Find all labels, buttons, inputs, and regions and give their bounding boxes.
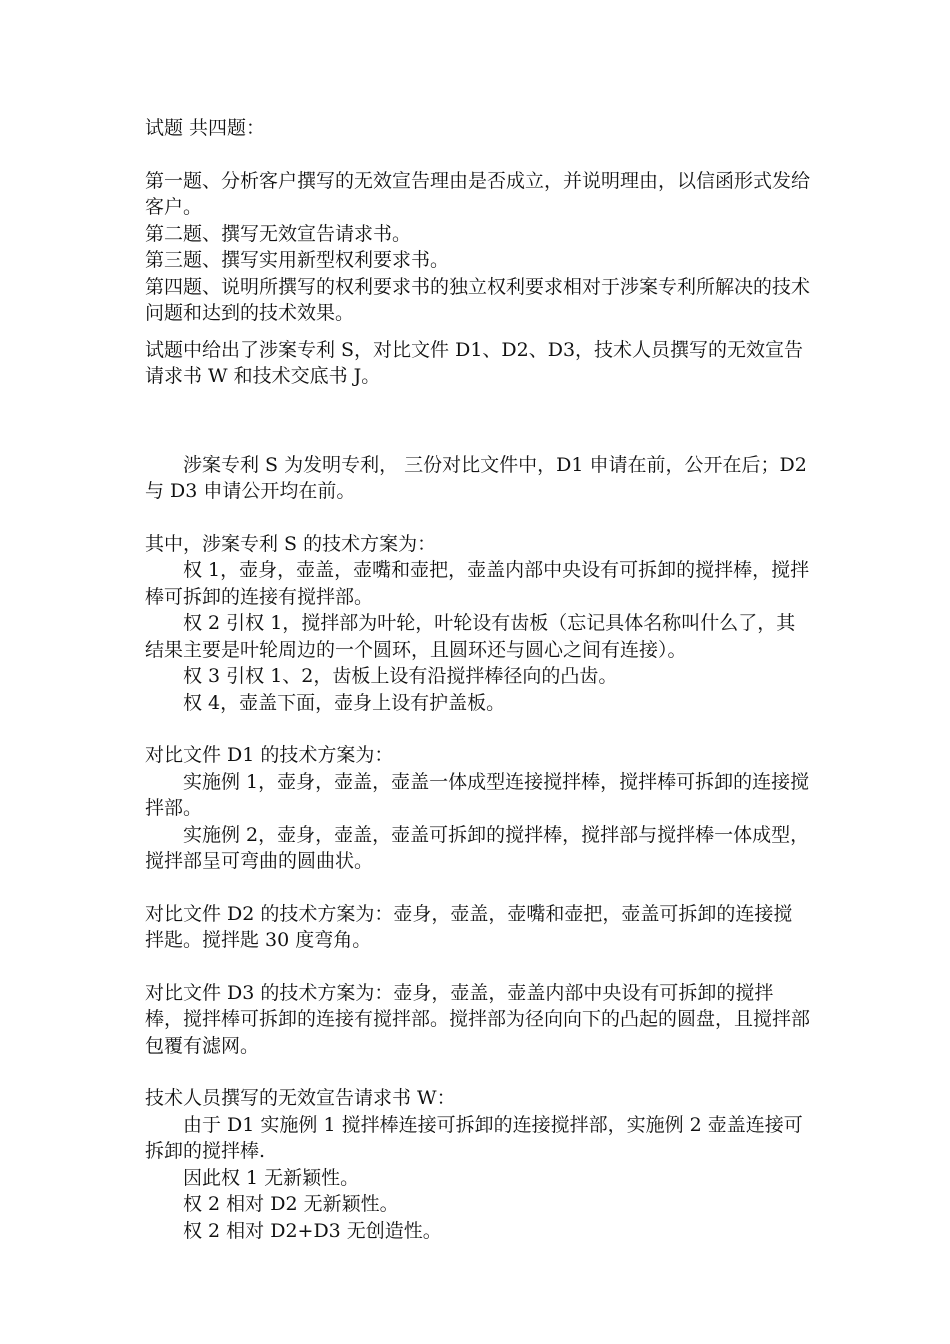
- patent-s-claim-3: 权 3 引权 1、2，齿板上设有沿搅拌棒径向的凸齿。: [183, 665, 618, 687]
- question-3: 第三题、撰写实用新型权利要求书。: [145, 249, 450, 271]
- request-w-line-1: 由于 D1 实施例 1 搅拌棒连接可拆卸的连接搅拌部，实施例 2 壶盖连接可拆卸的搅拌棒.: [145, 1113, 803, 1162]
- patent-s-claim-1: 权 1，壶身，壶盖，壶嘴和壶把，壶盖内部中央设有可拆卸的搅拌棒，搅拌棒可拆卸的连接有搅拌部。: [145, 559, 810, 608]
- d2-text: 对比文件 D2 的技术方案为：壶身，壶盖，壶嘴和壶把，壶盖可拆卸的连接搅拌匙。搅拌匙 30 度弯角。: [145, 902, 793, 951]
- d1-embodiment-1: 实施例 1，壶身，壶盖，壶盖一体成型连接搅拌棒，搅拌棒可拆卸的连接搅拌部。: [145, 770, 810, 819]
- request-w-heading: 技术人员撰写的无效宣告请求书 W：: [145, 1087, 456, 1109]
- question-2: 第二题、撰写无效宣告请求书。: [145, 222, 412, 245]
- d1-heading: 对比文件 D1 的技术方案为：: [145, 744, 394, 766]
- request-w-line-2: 因此权 1 无新颖性。: [183, 1166, 360, 1189]
- d1-embodiment-2: 实施例 2，壶身，壶盖，壶盖可拆卸的搅拌棒，搅拌部与搅拌棒一体成型，搅拌部呈可弯曲的圆曲状。: [145, 823, 810, 872]
- patent-s-claim-4: 权 4，壶盖下面，壶身上设有护盖板。: [183, 691, 506, 714]
- exam-header: 试题 共四题：: [145, 117, 266, 139]
- document-page: [145, 115, 810, 1244]
- patent-s-heading: 其中，涉案专利 S 的技术方案为：: [145, 532, 437, 555]
- request-w-line-4: 权 2 相对 D2+D3 无创造性。: [183, 1219, 442, 1242]
- question-4: 第四题、说明所撰写的权利要求书的独立权利要求相对于涉案专利所解决的技术问题和达到的技术效果。: [145, 275, 811, 324]
- patent-s-claim-2: 权 2 引权 1，搅拌部为叶轮，叶轮设有齿板（忘记具体名称叫什么了，其结果主要是叶轮周边的一个圆环，且圆环还与圆心之间有连接）。: [145, 612, 796, 661]
- given-materials: 试题中给出了涉案专利 S，对比文件 D1、D2、D3，技术人员撰写的无效宣告请求书 W 和技术交底书 J。: [145, 338, 804, 387]
- background-intro: 涉案专利 S 为发明专利， 三份对比文件中，D1 申请在前，公开在后；D2 与 D3 申请公开均在前。: [145, 453, 807, 502]
- question-1: 第一题、分析客户撰写的无效宣告理由是否成立，并说明理由，以信函形式发给客户。: [145, 169, 811, 218]
- d3-text: 对比文件 D3 的技术方案为：壶身，壶盖，壶盖内部中央设有可拆卸的搅拌棒，搅拌棒可拆卸的连接有搅拌部。搅拌部为径向向下的凸起的圆盘，且搅拌部包覆有滤网。: [145, 981, 811, 1057]
- request-w-line-3: 权 2 相对 D2 无新颖性。: [183, 1193, 399, 1215]
